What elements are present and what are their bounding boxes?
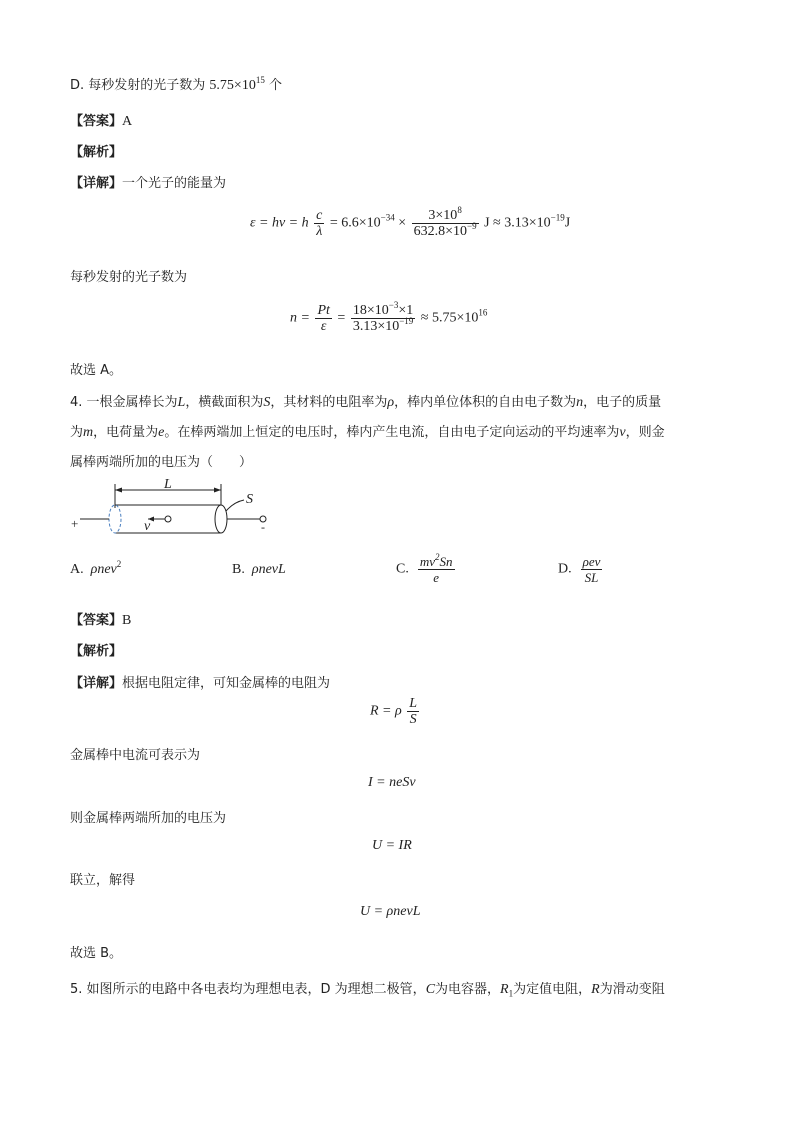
- equation-photon-count: n = $\frac{Pt}{\varepsilon}$ = $\frac{18\times 10^{-3}\times 1}{3.13\times 10^{-19}}$ ≈ $5.75\times 10^{16}$: [290, 300, 488, 334]
- label-S: S: [246, 492, 253, 507]
- option-a: A. ρnev$^2$: [70, 559, 122, 577]
- label-L: L: [164, 478, 172, 492]
- detail-line-q4: 【详解】根据电阻定律，可知金属棒的电阻为: [70, 676, 331, 691]
- option-d-prefix: D. 每秒发射的光子数为: [70, 78, 206, 93]
- option-d-suffix: 个: [268, 78, 282, 93]
- metal-rod-figure: [68, 478, 298, 538]
- analysis-label: 【解析】: [70, 145, 123, 160]
- photons-line: 每秒发射的光子数为: [70, 270, 188, 285]
- option-d: D. $\frac{\text{ρev}}{SL}$: [558, 554, 601, 585]
- answer-label: 【答案】: [70, 114, 123, 129]
- detail-text: 一个光子的能量为: [122, 176, 227, 191]
- q4-line2: 为m，电荷量为e。在棒两端加上恒定的电压时，棒内产生电流，自由电子定向运动的平均速率为v，则金: [70, 425, 665, 440]
- voltage-line: 则金属棒两端所加的电压为: [70, 811, 227, 826]
- equation-photon-energy: ε = hν = h $\frac{c}{\lambda}$ = $6.6\times 10^{-34}$ × $\frac{3\times 10^8}{632.8\times 10^{-9}}$ $J \approx 3.13\times 10^{-19}J$: [250, 205, 571, 239]
- q4-line1: 4. 一根金属棒长为L，横截面积为S，其材料的电阻率为ρ，棒内单位体积的自由电子数为n，电子的质量: [70, 395, 662, 410]
- label-v: v: [144, 519, 151, 534]
- conclusion-q4: 故选 B。: [70, 946, 123, 961]
- current-line: 金属棒中电流可表示为: [70, 748, 201, 763]
- option-d-line: [70, 74, 282, 94]
- option-d-value: $5.75\times 10^{15}$: [209, 75, 265, 93]
- conclusion-q3: 故选 A。: [70, 363, 123, 378]
- equation-resistance: R = ρ $\frac{L}{S}$: [370, 696, 418, 727]
- answer-value: A: [122, 114, 133, 129]
- combine-line: 联立，解得: [70, 873, 136, 888]
- label-plus: +: [71, 516, 79, 531]
- detail-line: [70, 172, 226, 191]
- equation-voltage: U = IR: [372, 838, 412, 853]
- answer-line-q4: 【答案】B: [70, 613, 132, 628]
- option-b: B. ρnevL: [232, 562, 286, 577]
- equation-voltage-result: U = ρnevL: [360, 904, 421, 919]
- q5-line1: 5. 如图所示的电路中各电表均为理想电表，D 为理想二极管，C为电容器，$R_1$为定值电阻，R为滑动变阻: [70, 982, 665, 999]
- label-minus: -: [261, 520, 265, 534]
- detail-label: 【详解】: [70, 176, 123, 191]
- equation-current: I = neSv: [368, 775, 416, 790]
- answer-line: [70, 110, 132, 130]
- option-c: C. $\frac{mv^2Sn}{e}$: [396, 552, 453, 585]
- analysis-label-q4: 【解析】: [70, 644, 123, 659]
- q4-line3: 属棒两端所加的电压为（ ）: [70, 455, 253, 470]
